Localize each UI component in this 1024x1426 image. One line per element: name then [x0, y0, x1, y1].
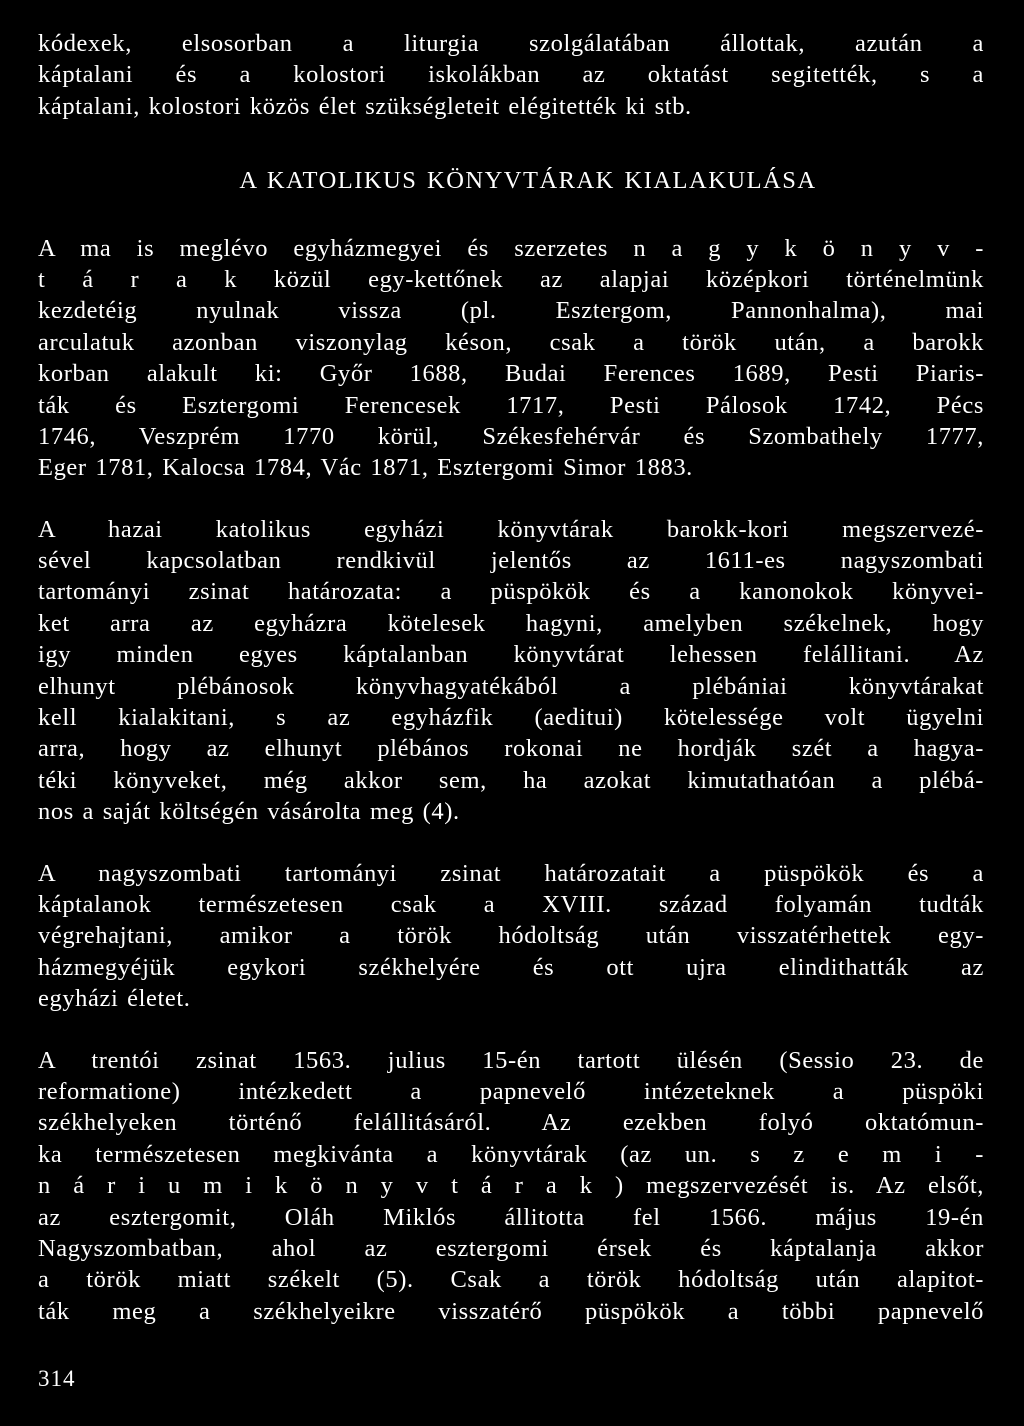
- text-line: székhelyeken történő felállitásáról. Az ezekben folyó oktatómun-: [38, 1109, 984, 1137]
- text-line: n á r i u m i k ö n y v t á r a k ) megszervezését is. Az elsőt,: [38, 1172, 984, 1200]
- text-line: kódexek, elsosorban a liturgia szolgálatában állottak, azután a: [38, 30, 984, 57]
- page-number: 314: [38, 1366, 76, 1391]
- text-line: t á r a k közül egy-kettőnek az alapjai középkori történelmünk: [38, 265, 984, 293]
- text-line: Nagyszombatban, ahol az esztergomi érsek és káptalanja akkor: [38, 1234, 984, 1262]
- text-line: tartományi zsinat határozata: a püspökök és a kanonokok könyvei-: [38, 578, 984, 606]
- text-line: ka természetesen megkivánta a könyvtárak (az un. s z e m i -: [38, 1140, 984, 1168]
- paragraph-1: [38, 233, 984, 484]
- text-line: nos a saját költségén vásárolta meg (4).: [38, 798, 460, 826]
- text-line: A trentói zsinat 1563. julius 15-én tartott ülésén (Sessio 23. de: [38, 1046, 984, 1074]
- text-line: ták meg a székhelyeikre visszatérő püspökök a többi papnevelő: [38, 1297, 984, 1325]
- text-line: A hazai katolikus egyházi könyvtárak barokk-kori megszervezé-: [38, 515, 984, 543]
- intro-paragraph: [38, 28, 984, 122]
- text-line: az esztergomit, Oláh Miklós állitotta fel 1566. május 19-én: [38, 1203, 984, 1231]
- text-line: kezdetéig nyulnak vissza (pl. Esztergom, Pannonhalma), mai: [38, 297, 984, 325]
- text-line: elhunyt plébánosok könyvhagyatékából a plébániai könyvtárakat: [38, 672, 984, 700]
- text-line: A nagyszombati tartományi zsinat határozatait a püspökök és a: [38, 859, 984, 887]
- text-line: káptalani, kolostori közös élet szükségleteit elégitették ki stb.: [38, 92, 692, 120]
- text-line: téki könyveket, még akkor sem, ha azokat kimutathatóan a plébá-: [38, 766, 984, 794]
- text-line: a török miatt székelt (5). Csak a török hódoltság után alapitot-: [38, 1266, 984, 1294]
- text-line: ták és Esztergomi Ferencesek 1717, Pesti Pálosok 1742, Pécs: [38, 391, 984, 419]
- text-line: korban alakult ki: Győr 1688, Budai Ferences 1689, Pesti Piaris-: [38, 360, 984, 388]
- page-body: [38, 28, 984, 1327]
- text-line: végrehajtani, amikor a török hódoltság után visszatérhettek egy-: [38, 922, 984, 950]
- text-line: A ma is meglévo egyházmegyei és szerzetes n a g y k ö n y v -: [38, 234, 984, 262]
- text-line: igy minden egyes káptalanban könyvtárat lehessen felállitani. Az: [38, 641, 984, 669]
- text-line: 1746, Veszprém 1770 körül, Székesfehérvár és Szombathely 1777,: [38, 422, 984, 450]
- paragraph-3: [38, 858, 984, 1015]
- text-line: házmegyéjük egykori székhelyére és ott ujra elindithatták az: [38, 953, 984, 981]
- text-line: arra, hogy az elhunyt plébános rokonai ne hordják szét a hagya-: [38, 735, 984, 763]
- text-line: káptalani és a kolostori iskolákban az oktatást segitették, s a: [38, 61, 984, 89]
- text-line: sével kapcsolatban rendkivül jelentős az 1611-es nagyszombati: [38, 547, 984, 575]
- text-line: Eger 1781, Kalocsa 1784, Vác 1871, Esztergomi Simor 1883.: [38, 454, 693, 482]
- section-heading: A KATOLIKUS KÖNYVTÁRAK KIALAKULÁSA: [239, 167, 817, 195]
- text-line: kell kialakitani, s az egyházfik (aeditui) kötelessége volt ügyelni: [38, 704, 984, 732]
- paragraph-2: [38, 514, 984, 828]
- text-line: egyházi életet.: [38, 985, 191, 1013]
- text-line: reformatione) intézkedett a papnevelő intézeteknek a püspöki: [38, 1077, 984, 1105]
- text-line: arculatuk azonban viszonylag késon, csak a török után, a barokk: [38, 328, 984, 356]
- text-line: káptalanok természetesen csak a XVIII. század folyamán tudták: [38, 890, 984, 918]
- text-line: ket arra az egyházra kötelesek hagyni, amelyben székelnek, hogy: [38, 609, 984, 637]
- paragraph-4: [38, 1045, 984, 1328]
